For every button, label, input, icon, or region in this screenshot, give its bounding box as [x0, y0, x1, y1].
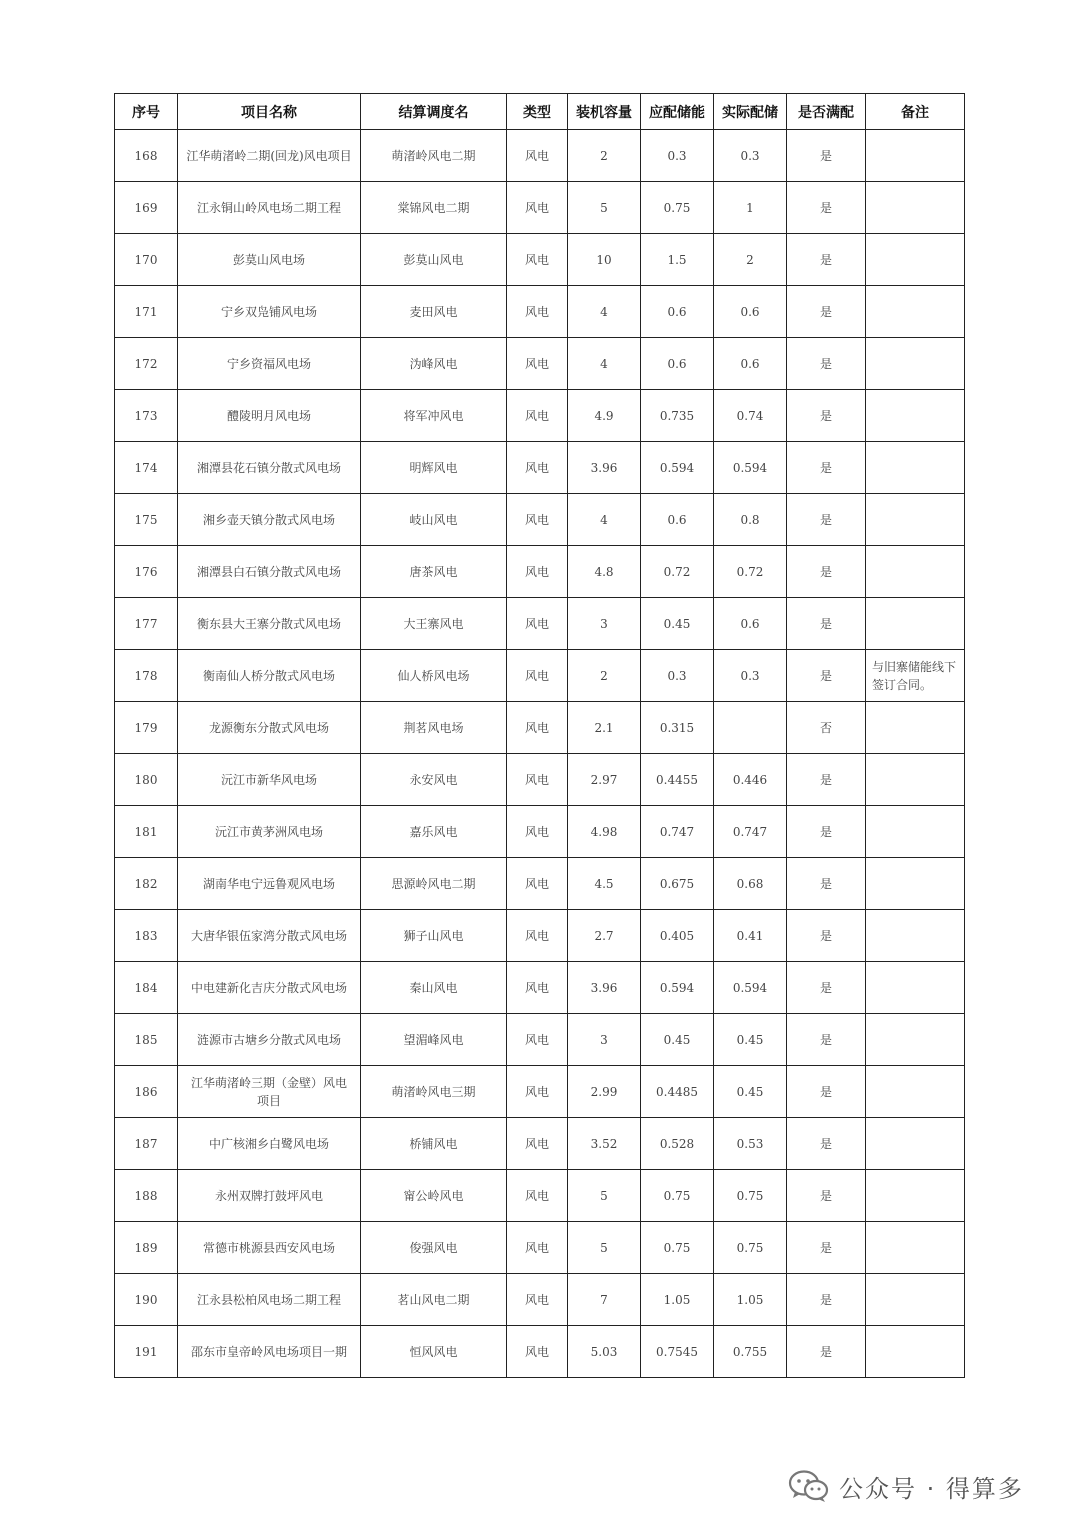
- cell-type: 风电: [507, 910, 568, 962]
- cell-required-storage: 1.5: [641, 234, 714, 286]
- cell-type: 风电: [507, 390, 568, 442]
- cell-index: 173: [115, 390, 178, 442]
- cell-required-storage: 0.7545: [641, 1326, 714, 1378]
- cell-index: 181: [115, 806, 178, 858]
- cell-type: 风电: [507, 234, 568, 286]
- cell-project-name: 宁乡双凫铺风电场: [178, 286, 361, 338]
- cell-dispatch-name: 麦田风电: [361, 286, 507, 338]
- cell-project-name: 衡南仙人桥分散式风电场: [178, 650, 361, 702]
- cell-required-storage: 0.75: [641, 1222, 714, 1274]
- watermark-text: 公众号 · 得算多: [839, 1474, 1024, 1503]
- table-row: [115, 442, 965, 494]
- cell-project-name: 衡东县大王寨分散式风电场: [178, 598, 361, 650]
- cell-remarks: [866, 338, 965, 390]
- cell-actual-storage: 0.747: [714, 806, 787, 858]
- cell-fully-allocated: 是: [787, 1170, 866, 1222]
- cell-dispatch-name: 秦山风电: [361, 962, 507, 1014]
- cell-actual-storage: 0.755: [714, 1326, 787, 1378]
- cell-actual-storage: 0.446: [714, 754, 787, 806]
- cell-type: 风电: [507, 182, 568, 234]
- cell-remarks: [866, 858, 965, 910]
- cell-project-name: 江永铜山岭风电场二期工程: [178, 182, 361, 234]
- cell-actual-storage: 0.6: [714, 286, 787, 338]
- table-row: [115, 1274, 965, 1326]
- cell-project-name: 中电建新化吉庆分散式风电场: [178, 962, 361, 1014]
- cell-capacity: 3.96: [568, 962, 641, 1014]
- cell-fully-allocated: 是: [787, 858, 866, 910]
- cell-required-storage: 0.528: [641, 1118, 714, 1170]
- cell-dispatch-name: 萌渚岭风电二期: [361, 130, 507, 182]
- cell-capacity: 4.8: [568, 546, 641, 598]
- cell-capacity: 3: [568, 1014, 641, 1066]
- cell-type: 风电: [507, 962, 568, 1014]
- cell-required-storage: 0.45: [641, 1014, 714, 1066]
- cell-remarks: [866, 442, 965, 494]
- cell-capacity: 5: [568, 182, 641, 234]
- cell-remarks: [866, 1118, 965, 1170]
- cell-fully-allocated: 是: [787, 390, 866, 442]
- cell-index: 170: [115, 234, 178, 286]
- cell-remarks: [866, 1170, 965, 1222]
- cell-capacity: 2: [568, 650, 641, 702]
- cell-required-storage: 1.05: [641, 1274, 714, 1326]
- cell-index: 169: [115, 182, 178, 234]
- cell-actual-storage: 0.3: [714, 130, 787, 182]
- cell-dispatch-name: 将军冲风电: [361, 390, 507, 442]
- cell-required-storage: 0.3: [641, 650, 714, 702]
- cell-fully-allocated: 是: [787, 806, 866, 858]
- table-row: [115, 338, 965, 390]
- table-row: [115, 234, 965, 286]
- cell-index: 186: [115, 1066, 178, 1118]
- cell-type: 风电: [507, 130, 568, 182]
- table-row: [115, 598, 965, 650]
- cell-index: 190: [115, 1274, 178, 1326]
- cell-remarks: [866, 182, 965, 234]
- cell-actual-storage: [714, 702, 787, 754]
- cell-fully-allocated: 是: [787, 494, 866, 546]
- cell-remarks: [866, 806, 965, 858]
- table-row: [115, 910, 965, 962]
- cell-required-storage: 0.594: [641, 442, 714, 494]
- cell-fully-allocated: 是: [787, 130, 866, 182]
- cell-project-name: 湘潭县白石镇分散式风电场: [178, 546, 361, 598]
- cell-actual-storage: 0.6: [714, 598, 787, 650]
- cell-project-name: 涟源市古塘乡分散式风电场: [178, 1014, 361, 1066]
- cell-remarks: [866, 1066, 965, 1118]
- cell-dispatch-name: 沩峰风电: [361, 338, 507, 390]
- cell-fully-allocated: 是: [787, 1222, 866, 1274]
- cell-capacity: 4.98: [568, 806, 641, 858]
- cell-capacity: 2.7: [568, 910, 641, 962]
- cell-index: 180: [115, 754, 178, 806]
- cell-capacity: 5.03: [568, 1326, 641, 1378]
- cell-type: 风电: [507, 494, 568, 546]
- table-row: [115, 390, 965, 442]
- cell-remarks: [866, 390, 965, 442]
- cell-required-storage: 0.75: [641, 182, 714, 234]
- cell-type: 风电: [507, 442, 568, 494]
- header-remarks: 备注: [866, 94, 965, 130]
- cell-type: 风电: [507, 546, 568, 598]
- cell-type: 风电: [507, 1066, 568, 1118]
- cell-fully-allocated: 是: [787, 442, 866, 494]
- cell-dispatch-name: 望湄峰风电: [361, 1014, 507, 1066]
- table-body: [115, 130, 965, 1378]
- cell-type: 风电: [507, 598, 568, 650]
- cell-remarks: [866, 962, 965, 1014]
- cell-index: 184: [115, 962, 178, 1014]
- cell-required-storage: 0.72: [641, 546, 714, 598]
- cell-index: 185: [115, 1014, 178, 1066]
- cell-project-name: 永州双牌打鼓坪风电: [178, 1170, 361, 1222]
- header-capacity: 装机容量: [568, 94, 641, 130]
- cell-required-storage: 0.3: [641, 130, 714, 182]
- cell-fully-allocated: 是: [787, 962, 866, 1014]
- table-row: [115, 182, 965, 234]
- table-row: [115, 1066, 965, 1118]
- header-dispatch-name: 结算调度名: [361, 94, 507, 130]
- cell-capacity: 3.96: [568, 442, 641, 494]
- cell-index: 175: [115, 494, 178, 546]
- table-row: [115, 962, 965, 1014]
- cell-required-storage: 0.675: [641, 858, 714, 910]
- cell-project-name: 龙源衡东分散式风电场: [178, 702, 361, 754]
- cell-remarks: [866, 234, 965, 286]
- cell-fully-allocated: 是: [787, 754, 866, 806]
- cell-project-name: 江华萌渚岭三期（金壁）风电项目: [178, 1066, 361, 1118]
- cell-actual-storage: 2: [714, 234, 787, 286]
- cell-actual-storage: 0.45: [714, 1014, 787, 1066]
- cell-remarks: [866, 546, 965, 598]
- cell-capacity: 2.99: [568, 1066, 641, 1118]
- cell-actual-storage: 0.53: [714, 1118, 787, 1170]
- wechat-watermark: [787, 1466, 1024, 1506]
- cell-dispatch-name: 思源岭风电二期: [361, 858, 507, 910]
- cell-dispatch-name: 狮子山风电: [361, 910, 507, 962]
- cell-index: 187: [115, 1118, 178, 1170]
- cell-actual-storage: 1: [714, 182, 787, 234]
- cell-dispatch-name: 桥铺风电: [361, 1118, 507, 1170]
- cell-required-storage: 0.45: [641, 598, 714, 650]
- cell-required-storage: 0.6: [641, 494, 714, 546]
- table-row: [115, 286, 965, 338]
- cell-required-storage: 0.594: [641, 962, 714, 1014]
- cell-index: 174: [115, 442, 178, 494]
- header-required-storage: 应配储能: [641, 94, 714, 130]
- cell-fully-allocated: 是: [787, 286, 866, 338]
- cell-remarks: [866, 1014, 965, 1066]
- cell-fully-allocated: 是: [787, 1066, 866, 1118]
- cell-remarks: [866, 1274, 965, 1326]
- cell-project-name: 醴陵明月风电场: [178, 390, 361, 442]
- cell-remarks: [866, 1326, 965, 1378]
- cell-actual-storage: 0.594: [714, 962, 787, 1014]
- cell-project-name: 江华萌渚岭二期(回龙)风电项目: [178, 130, 361, 182]
- cell-dispatch-name: 大王寨风电: [361, 598, 507, 650]
- cell-type: 风电: [507, 754, 568, 806]
- table-row: [115, 546, 965, 598]
- cell-fully-allocated: 是: [787, 1274, 866, 1326]
- cell-dispatch-name: 甯公岭风电: [361, 1170, 507, 1222]
- cell-project-name: 大唐华银伍家湾分散式风电场: [178, 910, 361, 962]
- cell-type: 风电: [507, 1170, 568, 1222]
- cell-index: 172: [115, 338, 178, 390]
- cell-capacity: 4.9: [568, 390, 641, 442]
- cell-index: 176: [115, 546, 178, 598]
- cell-project-name: 江永县松柏风电场二期工程: [178, 1274, 361, 1326]
- cell-capacity: 4: [568, 338, 641, 390]
- storage-table-container: [114, 93, 964, 1378]
- cell-actual-storage: 0.41: [714, 910, 787, 962]
- cell-type: 风电: [507, 1118, 568, 1170]
- cell-remarks: [866, 130, 965, 182]
- cell-capacity: 4.5: [568, 858, 641, 910]
- cell-dispatch-name: 茗山风电二期: [361, 1274, 507, 1326]
- cell-project-name: 彭莫山风电场: [178, 234, 361, 286]
- table-row: [115, 1222, 965, 1274]
- cell-actual-storage: 0.8: [714, 494, 787, 546]
- cell-required-storage: 0.4455: [641, 754, 714, 806]
- cell-dispatch-name: 永安风电: [361, 754, 507, 806]
- cell-fully-allocated: 是: [787, 338, 866, 390]
- cell-capacity: 5: [568, 1170, 641, 1222]
- header-fully-allocated: 是否满配: [787, 94, 866, 130]
- header-index: 序号: [115, 94, 178, 130]
- header-type: 类型: [507, 94, 568, 130]
- cell-actual-storage: 1.05: [714, 1274, 787, 1326]
- table-header-row: [115, 94, 965, 130]
- cell-fully-allocated: 是: [787, 910, 866, 962]
- cell-index: 168: [115, 130, 178, 182]
- cell-index: 171: [115, 286, 178, 338]
- header-project-name: 项目名称: [178, 94, 361, 130]
- cell-dispatch-name: 嘉乐风电: [361, 806, 507, 858]
- storage-allocation-table: [114, 93, 965, 1378]
- cell-project-name: 湘乡壶天镇分散式风电场: [178, 494, 361, 546]
- cell-dispatch-name: 荆茗风电场: [361, 702, 507, 754]
- cell-project-name: 湘潭县花石镇分散式风电场: [178, 442, 361, 494]
- cell-project-name: 邵东市皇帝岭风电场项目一期: [178, 1326, 361, 1378]
- cell-type: 风电: [507, 338, 568, 390]
- table-row: [115, 1326, 965, 1378]
- cell-type: 风电: [507, 1326, 568, 1378]
- cell-actual-storage: 0.6: [714, 338, 787, 390]
- cell-project-name: 沅江市黄茅洲风电场: [178, 806, 361, 858]
- cell-type: 风电: [507, 1274, 568, 1326]
- cell-project-name: 宁乡资福风电场: [178, 338, 361, 390]
- cell-actual-storage: 0.68: [714, 858, 787, 910]
- table-row: [115, 494, 965, 546]
- cell-type: 风电: [507, 702, 568, 754]
- cell-project-name: 沅江市新华风电场: [178, 754, 361, 806]
- table-row: [115, 1170, 965, 1222]
- cell-capacity: 7: [568, 1274, 641, 1326]
- cell-remarks: [866, 910, 965, 962]
- cell-actual-storage: 0.75: [714, 1170, 787, 1222]
- cell-index: 178: [115, 650, 178, 702]
- cell-remarks: [866, 1222, 965, 1274]
- cell-required-storage: 0.4485: [641, 1066, 714, 1118]
- cell-project-name: 湖南华电宁远鲁观风电场: [178, 858, 361, 910]
- cell-remarks: 与旧寨储能线下签订合同。: [866, 650, 965, 702]
- cell-actual-storage: 0.3: [714, 650, 787, 702]
- cell-remarks: [866, 494, 965, 546]
- cell-dispatch-name: 唐茶风电: [361, 546, 507, 598]
- cell-capacity: 4: [568, 494, 641, 546]
- cell-capacity: 3.52: [568, 1118, 641, 1170]
- cell-remarks: [866, 702, 965, 754]
- cell-actual-storage: 0.594: [714, 442, 787, 494]
- table-row: [115, 754, 965, 806]
- cell-fully-allocated: 是: [787, 1014, 866, 1066]
- cell-required-storage: 0.747: [641, 806, 714, 858]
- cell-project-name: 中广核湘乡白鹭风电场: [178, 1118, 361, 1170]
- cell-capacity: 5: [568, 1222, 641, 1274]
- table-row: [115, 806, 965, 858]
- cell-capacity: 2: [568, 130, 641, 182]
- cell-index: 182: [115, 858, 178, 910]
- cell-fully-allocated: 是: [787, 1118, 866, 1170]
- cell-required-storage: 0.6: [641, 286, 714, 338]
- cell-dispatch-name: 恒风风电: [361, 1326, 507, 1378]
- cell-index: 177: [115, 598, 178, 650]
- cell-fully-allocated: 否: [787, 702, 866, 754]
- cell-type: 风电: [507, 1014, 568, 1066]
- cell-dispatch-name: 岐山风电: [361, 494, 507, 546]
- cell-fully-allocated: 是: [787, 1326, 866, 1378]
- cell-remarks: [866, 754, 965, 806]
- cell-capacity: 2.1: [568, 702, 641, 754]
- cell-capacity: 10: [568, 234, 641, 286]
- cell-project-name: 常德市桃源县西安风电场: [178, 1222, 361, 1274]
- cell-required-storage: 0.6: [641, 338, 714, 390]
- cell-capacity: 4: [568, 286, 641, 338]
- cell-required-storage: 0.405: [641, 910, 714, 962]
- cell-dispatch-name: 明辉风电: [361, 442, 507, 494]
- cell-type: 风电: [507, 806, 568, 858]
- cell-actual-storage: 0.75: [714, 1222, 787, 1274]
- cell-remarks: [866, 598, 965, 650]
- cell-dispatch-name: 仙人桥风电场: [361, 650, 507, 702]
- cell-remarks: [866, 286, 965, 338]
- cell-fully-allocated: 是: [787, 182, 866, 234]
- cell-type: 风电: [507, 1222, 568, 1274]
- cell-dispatch-name: 棠锦风电二期: [361, 182, 507, 234]
- cell-dispatch-name: 俊强风电: [361, 1222, 507, 1274]
- table-row: [115, 858, 965, 910]
- cell-type: 风电: [507, 650, 568, 702]
- wechat-icon: [787, 1468, 831, 1504]
- cell-actual-storage: 0.45: [714, 1066, 787, 1118]
- cell-fully-allocated: 是: [787, 650, 866, 702]
- cell-type: 风电: [507, 858, 568, 910]
- cell-required-storage: 0.735: [641, 390, 714, 442]
- table-row: [115, 1118, 965, 1170]
- cell-index: 188: [115, 1170, 178, 1222]
- header-actual-storage: 实际配储: [714, 94, 787, 130]
- cell-required-storage: 0.75: [641, 1170, 714, 1222]
- cell-actual-storage: 0.72: [714, 546, 787, 598]
- cell-capacity: 3: [568, 598, 641, 650]
- cell-required-storage: 0.315: [641, 702, 714, 754]
- cell-index: 189: [115, 1222, 178, 1274]
- cell-fully-allocated: 是: [787, 598, 866, 650]
- cell-actual-storage: 0.74: [714, 390, 787, 442]
- cell-index: 183: [115, 910, 178, 962]
- table-row: [115, 702, 965, 754]
- cell-fully-allocated: 是: [787, 546, 866, 598]
- cell-dispatch-name: 萌渚岭风电三期: [361, 1066, 507, 1118]
- cell-index: 179: [115, 702, 178, 754]
- cell-fully-allocated: 是: [787, 234, 866, 286]
- cell-index: 191: [115, 1326, 178, 1378]
- cell-capacity: 2.97: [568, 754, 641, 806]
- table-row: [115, 1014, 965, 1066]
- table-row: [115, 130, 965, 182]
- cell-dispatch-name: 彭莫山风电: [361, 234, 507, 286]
- table-row: [115, 650, 965, 702]
- cell-type: 风电: [507, 286, 568, 338]
